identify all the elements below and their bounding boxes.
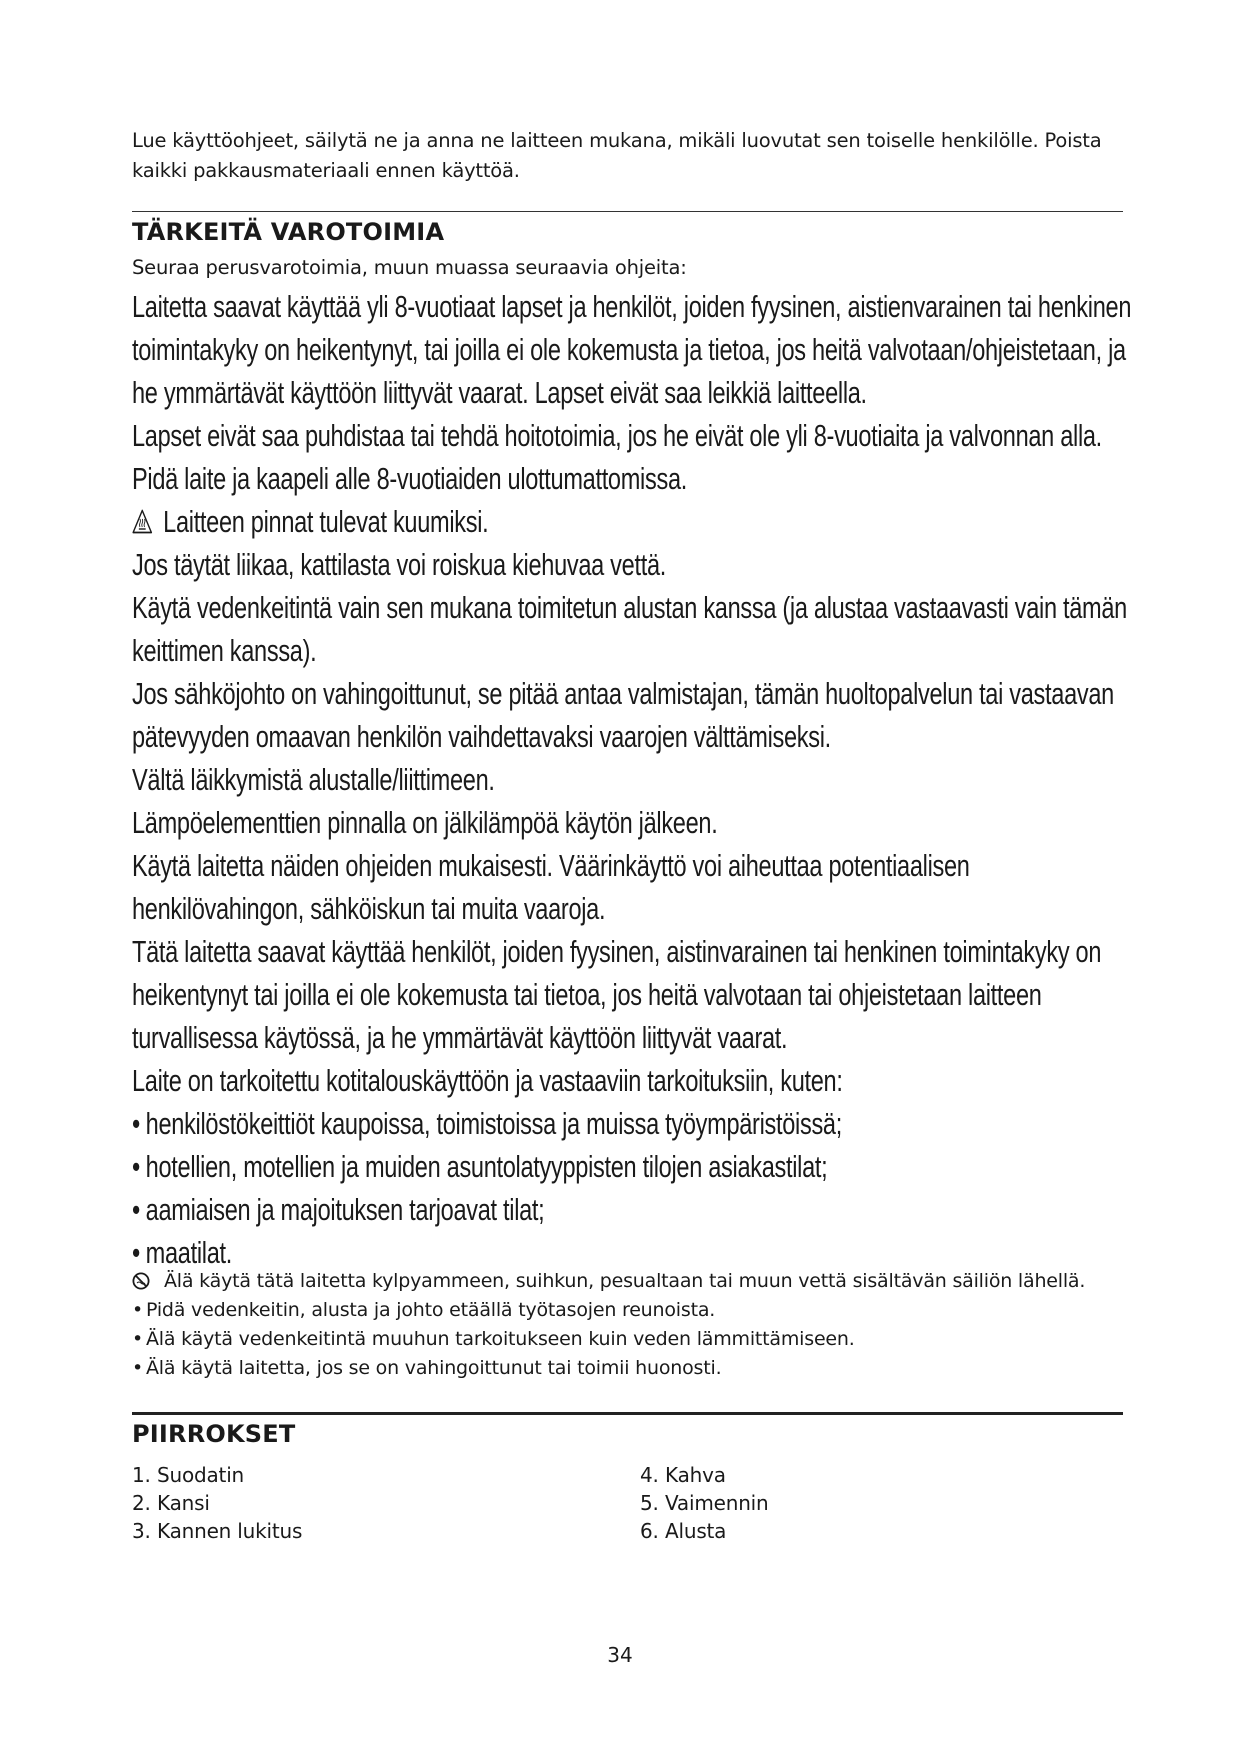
small-warnings: [132, 1267, 1085, 1383]
part-item: [132, 1461, 302, 1489]
part-label: Kahva: [665, 1463, 726, 1487]
safety-line: Lämpöelementtien pinnalla on jälkilämpöä käytön jälkeen.: [132, 805, 718, 840]
safety-instructions: [132, 285, 1132, 1274]
intro-text: [132, 126, 1112, 186]
safety-line: toimintakyky on heikentynyt, tai joilla ei ole kokemusta ja tietoa, jos heitä valvotaan/ohjeistetaan, ja: [132, 332, 1126, 367]
part-number: 1.: [132, 1463, 151, 1487]
bullet-mark: •: [132, 1192, 140, 1227]
section-divider: [132, 1412, 1123, 1415]
safety-line: Käytä vedenkeitintä vain sen mukana toimitetun alustan kanssa (ja alustaa vastaavasti vain tämän: [132, 590, 1127, 625]
list-item-text: aamiaisen ja majoituksen tarjoavat tilat;: [145, 1192, 545, 1227]
small-list-item-text: Älä käytä laitetta, jos se on vahingoittunut tai toimii huonosti.: [146, 1357, 722, 1379]
drawings-heading: PIIRROKSET: [132, 1420, 296, 1448]
safety-line: pätevyyden omaavan henkilön vaihdettavaksi vaarojen välttämiseksi.: [132, 719, 831, 754]
safety-line: Jos sähköjohto on vahingoittunut, se pitää antaa valmistajan, tämän huoltopalvelun tai vastaavan: [132, 676, 1114, 711]
part-item: [640, 1517, 769, 1545]
list-item-text: henkilöstökeittiöt kaupoissa, toimistoissa ja muissa työympäristöissä;: [145, 1106, 842, 1141]
safety-line: Laite on tarkoitettu kotitalouskäyttöön ja vastaaviin tarkoituksiin, kuten:: [132, 1063, 843, 1098]
page-number: 34: [607, 1643, 633, 1667]
hot-surface-warning-icon: [132, 502, 153, 527]
hot-surface-line: [132, 500, 892, 543]
parts-list-left: [132, 1461, 302, 1545]
part-number: 2.: [132, 1491, 151, 1515]
safety-line: Tätä laitetta saavat käyttää henkilöt, joiden fyysinen, aistinvarainen tai henkinen toimintakyky on: [132, 934, 1102, 969]
intro-line-2: kaikki pakkausmateriaali ennen käyttöä.: [132, 159, 520, 182]
bullet-mark: •: [132, 1357, 144, 1379]
parts-list-right: [640, 1461, 769, 1545]
part-label: Vaimennin: [665, 1491, 769, 1515]
part-label: Kansi: [157, 1491, 210, 1515]
small-list-item-text: Älä käytä vedenkeitintä muuhun tarkoitukseen kuin veden lämmittämiseen.: [146, 1328, 855, 1350]
part-number: 6.: [640, 1519, 659, 1543]
bath-warning-text: Älä käytä tätä laitetta kylpyammeen, suihkun, pesualtaan tai muun vettä sisältävän säiliön lähellä.: [164, 1270, 1086, 1292]
part-number: 5.: [640, 1491, 659, 1515]
part-item: [132, 1489, 302, 1517]
safety-line: keittimen kanssa).: [132, 633, 317, 668]
list-item: [132, 1145, 892, 1188]
list-item: [132, 1102, 892, 1145]
safety-line: Jos täytät liikaa, kattilasta voi roiskua kiehuvaa vettä.: [132, 547, 666, 582]
part-label: Kannen lukitus: [157, 1519, 303, 1543]
safety-lead: Seuraa perusvarotoimia, muun muassa seuraavia ohjeita:: [132, 256, 687, 279]
safety-line: Lapset eivät saa puhdistaa tai tehdä hoitotoimia, jos he eivät ole yli 8-vuotiaita ja valvonnan alla.: [132, 418, 1102, 453]
safety-line: henkilövahingon, sähköiskun tai muita vaaroja.: [132, 891, 606, 926]
safety-line: turvallisessa käytössä, ja he ymmärtävät käyttöön liittyvät vaarat.: [132, 1020, 788, 1055]
small-list-item: [132, 1354, 1085, 1383]
small-list-item: [132, 1296, 1085, 1325]
list-item-text: maatilat.: [145, 1235, 232, 1270]
bullet-mark: •: [132, 1328, 144, 1350]
safety-heading: TÄRKEITÄ VAROTOIMIA: [132, 218, 445, 246]
prohibited-icon: [132, 1270, 150, 1288]
intro-line-1: Lue käyttöohjeet, säilytä ne ja anna ne laitteen mukana, mikäli luovutat sen toiselle henkilölle. Poista: [132, 129, 1102, 152]
safety-line: Käytä laitetta näiden ohjeiden mukaisesti. Väärinkäyttö voi aiheuttaa potentiaalisen: [132, 848, 970, 883]
list-item-text: hotellien, motellien ja muiden asuntolatyyppisten tilojen asiakastilat;: [145, 1149, 828, 1184]
safety-line: he ymmärtävät käyttöön liittyvät vaarat. Lapset eivät saa leikkiä laitteella.: [132, 375, 867, 410]
bullet-mark: •: [132, 1106, 140, 1141]
hot-surface-text: Laitteen pinnat tulevat kuumiksi.: [163, 504, 489, 539]
bullet-mark: •: [132, 1149, 140, 1184]
small-list-item-text: Pidä vedenkeitin, alusta ja johto etäällä työtasojen reunoista.: [146, 1299, 716, 1321]
small-list-item: [132, 1325, 1085, 1354]
part-item: [132, 1517, 302, 1545]
list-item: [132, 1188, 892, 1231]
part-number: 4.: [640, 1463, 659, 1487]
part-label: Alusta: [665, 1519, 727, 1543]
safety-line: Laitetta saavat käyttää yli 8-vuotiaat lapset ja henkilöt, joiden fyysinen, aistienvarainen tai henkinen: [132, 289, 1132, 324]
section-divider: [132, 211, 1123, 212]
part-number: 3.: [132, 1519, 151, 1543]
safety-line: Vältä läikkymistä alustalle/liittimeen.: [132, 762, 495, 797]
bullet-mark: •: [132, 1299, 144, 1321]
part-item: [640, 1461, 769, 1489]
part-label: Suodatin: [157, 1463, 245, 1487]
part-item: [640, 1489, 769, 1517]
bath-warning: [132, 1267, 1085, 1296]
bullet-mark: •: [132, 1235, 140, 1270]
safety-line: heikentynyt tai joilla ei ole kokemusta tai tietoa, jos heitä valvotaan tai ohjeistetaan laitteen: [132, 977, 1042, 1012]
safety-line: Pidä laite ja kaapeli alle 8-vuotiaiden ulottumattomissa.: [132, 461, 687, 496]
